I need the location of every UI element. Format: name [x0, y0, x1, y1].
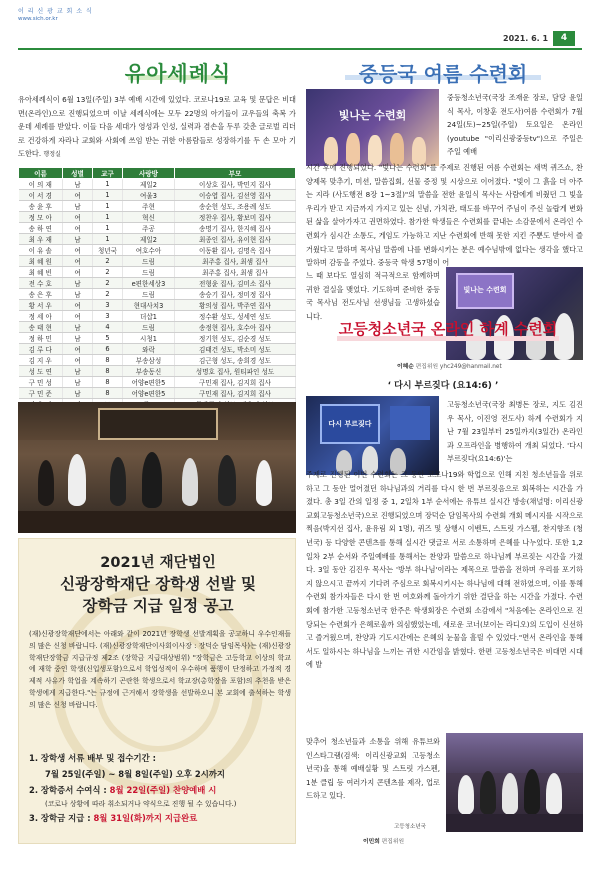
table-cell: 1: [93, 190, 123, 201]
table-cell: 어양e편한5: [123, 377, 175, 388]
baptism-text: 유아세례식이 6월 13일(주일) 3부 예배 시간에 있었다. 코로나19로 교육 및 문답은 비대면(온라인)으로 진행되었으며 이날 세례식에는 모두 22명의 아기들이 교우들의 축복 가운데 세례를 받았다. 이들 다음 세대가 영성과 인성, 실력과 겸손을 두루 갖춘 글로벌 리더로 건강하게 자라나 교회와 사회에 쓰임 받는 귀한 아름람들로 성장하기를 두 손 모아 기도한다.: [18, 95, 296, 159]
middle-school-title: 중등국 여름 수련회: [358, 62, 528, 86]
table-row: [19, 245, 296, 256]
notice-schedule: [29, 750, 291, 826]
table-cell: 최 혜 원: [19, 256, 63, 267]
table-cell: 김태건 성도, 박소미 성도: [175, 344, 296, 355]
table-cell: 4: [93, 322, 123, 333]
table-header-cell: 성별: [63, 168, 93, 179]
table-header-cell: 사랑방: [123, 168, 175, 179]
writer-name: 이민희: [363, 839, 380, 845]
table-cell: 여: [63, 245, 93, 256]
table-cell: 여: [63, 355, 93, 366]
table-cell: 송 은 후: [19, 289, 63, 300]
schedule-item-2-note: (코로나 상황에 따라 취소되거나 약식으로 진행 될 수 있습니다.): [45, 800, 237, 808]
table-row: [19, 212, 296, 223]
table-cell: 부송동신: [123, 366, 175, 377]
table-cell: 남: [63, 278, 93, 289]
table-cell: 이승엽 집사, 김선영 집사: [175, 190, 296, 201]
table-row: [19, 267, 296, 278]
poster-title: 다시 부르짖다: [328, 420, 372, 428]
middle-school-poster: [306, 89, 439, 166]
schedule-item-3: [29, 810, 291, 826]
table-cell: 와락: [123, 344, 175, 355]
table-cell: 김 지 우: [19, 355, 63, 366]
table-cell: 8: [93, 366, 123, 377]
table-body: [19, 179, 296, 421]
table-cell: 청년국: [93, 245, 123, 256]
table-row: [19, 223, 296, 234]
table-cell: 여: [63, 311, 93, 322]
high-school-title: 고등청소년국 온라인 하계 수련회: [338, 320, 558, 338]
notice-title-line1: 2021년 재단법인: [100, 555, 216, 571]
table-cell: 송 태 현: [19, 322, 63, 333]
table-cell: 여: [63, 212, 93, 223]
high-school-subtitle: ‘ 다시 부르짖다 (요14:6) ’: [387, 381, 499, 391]
table-cell: 성 도 연: [19, 366, 63, 377]
table-row: [19, 234, 296, 245]
table-cell: 김 루 다: [19, 344, 63, 355]
table-row: [19, 311, 296, 322]
table-cell: 더샵1: [123, 311, 175, 322]
table-cell: 이동환 집사, 김명옥 집사: [175, 245, 296, 256]
table-cell: 2: [93, 289, 123, 300]
table-cell: 여울3: [123, 190, 175, 201]
table-row: [19, 179, 296, 190]
table-cell: 3: [93, 311, 123, 322]
screen-title: 빛나는 수련회: [463, 286, 507, 294]
table-cell: 현대사치3: [123, 300, 175, 311]
high-school-group-photo: [446, 733, 583, 832]
table-row: [19, 344, 296, 355]
table-cell: 1: [93, 201, 123, 212]
header-rule: [18, 48, 582, 50]
table-cell: 남: [63, 289, 93, 300]
table-row: [19, 256, 296, 267]
table-cell: 주공: [123, 223, 175, 234]
table-cell: 1: [93, 223, 123, 234]
newspaper-name: 이 리 신 광 교 회 소 식: [18, 8, 93, 15]
table-cell: 송 하 연: [19, 223, 63, 234]
table-cell: 정 하 민: [19, 333, 63, 344]
high-school-text-bottom: 맞추어 청소년들과 소통을 위해 유튜브와 인스타그램(검색: 이리신광교회 고등청소년국)을 통해 예배실황 및 스트릿 가스펜, 1분 클립 등 여러가지 콘텐츠를 제작, 업로드하고 있다.: [306, 737, 440, 801]
table-cell: 여호수아: [123, 245, 175, 256]
high-school-text-main: 주제로 진행된 이번 수련회는 그 동안 코로나19와 학업으로 인해 지친 청소년들을 위로하고 그 동안 멀어졌던 하나님과의 거리를 다시 한 번 부르짖음으로 회복하는 시간을 가졌다. 총 3일 간의 일정 중 1, 2일차 1부 순서에는 유튜브 실시간 방송(채널명: 이리신광교회고등청소년국)으로 진행되었으며 장덕순 담임목사의 수련회 개회 메시지를 시작으로 찍음(박지선 집사, 윤유림 외 1명), 퀴즈 및 상행시 이벤트, 스트릿 가스펠, 찬지향조 (청년국) 등 다양한 콘텐츠를 통해 실시간 댓글로 서로 소통하며 은혜를 나누었다. 또한 1,2일차 2부 순서와 주일예배를 통해서는 찬양과 말씀으로 하나님께 부르짖는 시간을 가졌다. 3일 동안 김진우 목사는 '방부 하나님'이라는 제목으로 말씀을 전하며 우리를 포기하지 않으시고 끝까지 기다려 주심으로 회복시키시는 하나님에 대해 전하였으며, 이를 통해 수련회 참가자들은 다시 한 번 여호와께 돌아가기 위한 결단을 하는 시간을 가졌다. 수련회에 참가한 고등청소년국 한주은 학생회장은 수련회 소감에서 "처음에는 온라인으로 진당되는 수련회가 은혜로울까 의심했었는데, 새로운 코너(보이는 라디오)의 도입이 신선하고 즐거웠으며, 찬양과 기도시간에는 은혜의 눈물을 흘릴 수 있었다."면서 온라인을 통해서도 일하시는 하나님을 느끼는 귀한 시간임을 밝혔다. 한편 고등청소년국은 비대면 시대에 발: [306, 470, 583, 670]
schedule-item-2-label: 2. 장학증서 수여식 :: [29, 785, 110, 795]
schedule-item-3-date: 8월 31일(화)까지 지급완료: [93, 813, 198, 823]
table-cell: 5: [93, 333, 123, 344]
table-cell: 제일2: [123, 179, 175, 190]
poster-title: 빛나는 수련회: [338, 109, 407, 122]
table-row: [19, 278, 296, 289]
table-cell: 어양e편한5: [123, 388, 175, 399]
table-cell: 송 윤 후: [19, 201, 63, 212]
table-cell: 3: [93, 300, 123, 311]
notice-title-line2: 신광장학재단 장학생 선발 및: [60, 575, 256, 593]
table-row: [19, 366, 296, 377]
table-cell: 구 민 준: [19, 388, 63, 399]
table-cell: 김근형 성도, 송희경 성도: [175, 355, 296, 366]
high-school-stage-photo: [306, 396, 439, 475]
table-cell: 드림: [123, 256, 175, 267]
issue-date: 2021. 6. 1: [503, 34, 549, 43]
table-cell: 혁신: [123, 212, 175, 223]
page-number: 4: [553, 31, 575, 46]
baptism-paragraph: [18, 93, 296, 162]
table-cell: 정기헌 성도, 김순경 성도: [175, 333, 296, 344]
photo-caption: 고등청소년국: [394, 824, 426, 830]
table-cell: 8: [93, 377, 123, 388]
table-cell: 이상호 집사, 박민지 집사: [175, 179, 296, 190]
table-cell: 1: [93, 179, 123, 190]
table-cell: 8: [93, 355, 123, 366]
middle-school-text-top: 중등청소년국(국장 조재운 장로, 담당 윤일식 목사, 이창훈 전도사)여름 수련회가 7월 24일(토)~25일(주일) 토요일은 온라인(youtube "이리신광중등tv")으로 주일은 주일 예배: [447, 93, 583, 157]
table-cell: 송순헌 성도, 조용례 성도: [175, 201, 296, 212]
table-cell: 이 서 경: [19, 190, 63, 201]
table-cell: 드림: [123, 267, 175, 278]
middle-school-photo: [446, 267, 583, 360]
table-cell: 여: [63, 344, 93, 355]
table-cell: 최종인 집사, 유이현 집사: [175, 234, 296, 245]
table-row: [19, 333, 296, 344]
table-cell: 8: [93, 388, 123, 399]
table-row: [19, 355, 296, 366]
high-school-text-top: 고등청소년국(국장 최병돈 장로, 지도 김진우 목사, 이진영 전도사) 하계 수련회가 지난 7월 23일부터 25일까지(3일간) 온라인과 오프라인을 병행하여 개최 되었다. '다시 부르짖다(요14:6)'는: [447, 400, 583, 464]
table-cell: 부송삼성: [123, 355, 175, 366]
table-cell: 여: [63, 223, 93, 234]
schedule-item-1-dates: 7월 25일(주일) ~ 8월 8일(주일) 오후 2시까지: [45, 769, 225, 779]
table-cell: 정 세 아: [19, 311, 63, 322]
table-cell: 2: [93, 278, 123, 289]
table-cell: 남: [63, 179, 93, 190]
table-cell: 드림: [123, 289, 175, 300]
table-cell: 남: [63, 234, 93, 245]
table-cell: 남: [63, 366, 93, 377]
table-row: [19, 190, 296, 201]
table-cell: 구민재 집사, 김지희 집사: [175, 388, 296, 399]
table-cell: 여: [63, 300, 93, 311]
table-cell: 1: [93, 212, 123, 223]
middle-school-text-bottom: 느 때 보다도 열심히 적극적으로 함께하며 귀한 결실을 맺었다. 기도하며 준비한 중등국 목사님 전도사님 선생님들 고생하셨습니다.: [306, 271, 440, 321]
table-cell: 최 혜 빈: [19, 267, 63, 278]
table-cell: 정 모 아: [19, 212, 63, 223]
table-cell: 2: [93, 267, 123, 278]
table-cell: 여: [63, 267, 93, 278]
table-cell: 남: [63, 388, 93, 399]
table-cell: 전 수 호: [19, 278, 63, 289]
table-row: [19, 201, 296, 212]
schedule-item-1-label: 1. 장학생 서류 배부 및 접수기간 :: [29, 753, 156, 763]
table-cell: 1: [93, 234, 123, 245]
table-cell: 이 의 재: [19, 179, 63, 190]
table-row: [19, 300, 296, 311]
schedule-item-2-date: 8월 22일(주일) 찬양예배 시: [109, 785, 217, 795]
table-cell: 황의성 집사, 박주연 집사: [175, 300, 296, 311]
table-header-cell: 이름: [19, 168, 63, 179]
table-header-cell: 교구: [93, 168, 123, 179]
table-cell: 시청1: [123, 333, 175, 344]
middle-school-writer: [397, 361, 502, 370]
table-cell: 구민재 집사, 김지희 집사: [175, 377, 296, 388]
table-row: [19, 322, 296, 333]
schedule-item-3-label: 3. 장학금 지급 :: [29, 813, 94, 823]
table-cell: 최주홍 집사, 최샘 집사: [175, 267, 296, 278]
high-school-writer: [363, 836, 404, 845]
table-header-cell: 부모: [175, 168, 296, 179]
website-url[interactable]: www.sich.or.kr: [18, 16, 58, 22]
baptism-source: 행정실: [43, 151, 61, 159]
table-row: [19, 289, 296, 300]
table-row: [19, 388, 296, 399]
table-cell: 제일2: [123, 234, 175, 245]
middle-school-text-main: 시간 후에 진행되었다. "빛나는 수련회"를 주제로 진행된 여름 수련회는 새벽 퀴즈쇼, 찬양제목 맞추기, 미션, 말씀집회, 선물 증정 및 시상으로 이어졌다. "빛이 그 흙을 더 아주는 지라 (사도행전 8장 1~3절)"의 말씀을 전한 윤일식 목사는 사람에게 비췄던 그 빛을 우리가 받고 지금까지 가지고 있는 신념, 가치관, 태도를 바꾸어 주님이 주신 놀랍게 변화된 삶을 살아가자고 권면하였다. 참가한 학생들은 수련회를 끝내는 소감문에서 온라인 수련회가 심시간 소통도, 게임도 가능하고 지난 수련회에 반해 못한 지킨 주뿐도 받아서 즐거웠다고 말하며 목사님 말씀에 나를 변화시키는 분은 예수님밖에 없다는 생각을 했다고 말하며 감동을 주었다. 중등국 학생 57명이 어: [306, 163, 583, 268]
table-row: [19, 377, 296, 388]
scholarship-notice: [18, 538, 296, 844]
table-cell: 드림: [123, 322, 175, 333]
table-cell: 최 우 재: [19, 234, 63, 245]
table-cell: 남: [63, 333, 93, 344]
schedule-item-2: [29, 782, 291, 798]
table-header-row: [19, 168, 296, 179]
table-cell: 정찬우 집사, 황보미 집사: [175, 212, 296, 223]
table-cell: 2: [93, 256, 123, 267]
writer-role: 편집위원 yhc249@hanmail.net: [413, 364, 502, 370]
table-cell: 여: [63, 256, 93, 267]
table-cell: 남: [63, 322, 93, 333]
table-cell: 이 유 솔: [19, 245, 63, 256]
table-cell: 전형윤 집사, 김미소 집사: [175, 278, 296, 289]
baptism-title: 유아세례식: [124, 62, 232, 86]
table-cell: 송정현 집사, 호수아 집사: [175, 322, 296, 333]
baptism-photo: [18, 402, 296, 533]
table-cell: 송승기 집사, 정미정 집사: [175, 289, 296, 300]
table-cell: 6: [93, 344, 123, 355]
table-cell: 황 서 우: [19, 300, 63, 311]
table-cell: 최주홍 집사, 최샘 집사: [175, 256, 296, 267]
writer-name: 이혜순: [397, 364, 414, 370]
notice-title-line3: 장학금 지급 일정 공고: [82, 597, 234, 615]
table-cell: 여: [63, 190, 93, 201]
table-cell: 남: [63, 377, 93, 388]
notice-body: (재)신광장학재단에서는 아래와 같이 2021년 장학생 선발계획을 공고하니 우수인재들의 많은 신청 바랍니다. (재)신광장학재단이사회이사장 : 장덕순 담임목사)는 (재)신광장학재단장학금 지급규정 제2조 (장학금 지급대상범위) "장학금은 고등학교 이상의 학교에 재학 중인 학생(신입생포함)으로서 학업성적이 우수하며 품행이 단정하고 가정적 경제적 사유가 학업을 계속하기 곤란한 학생으로서 학교장(총학장을 포함)의 추천을 받은 학생에게 지급한다."는 규정에 근거해서 장학생을 선발하오니 본 교회에 출석하는 학생의 많은 신청 바랍니다.: [29, 630, 291, 709]
table-cell: e편한세상3: [123, 278, 175, 289]
table-cell: 성명호 집사, 원티파인 성도: [175, 366, 296, 377]
table-cell: 구 민 성: [19, 377, 63, 388]
table-cell: 남: [63, 201, 93, 212]
table-cell: 정수환 성도, 성세연 성도: [175, 311, 296, 322]
baptism-table: [18, 167, 296, 421]
writer-role: 편집위원: [379, 839, 405, 845]
table-cell: 주현: [123, 201, 175, 212]
table-cell: 송명기 집사, 한지혜 집사: [175, 223, 296, 234]
